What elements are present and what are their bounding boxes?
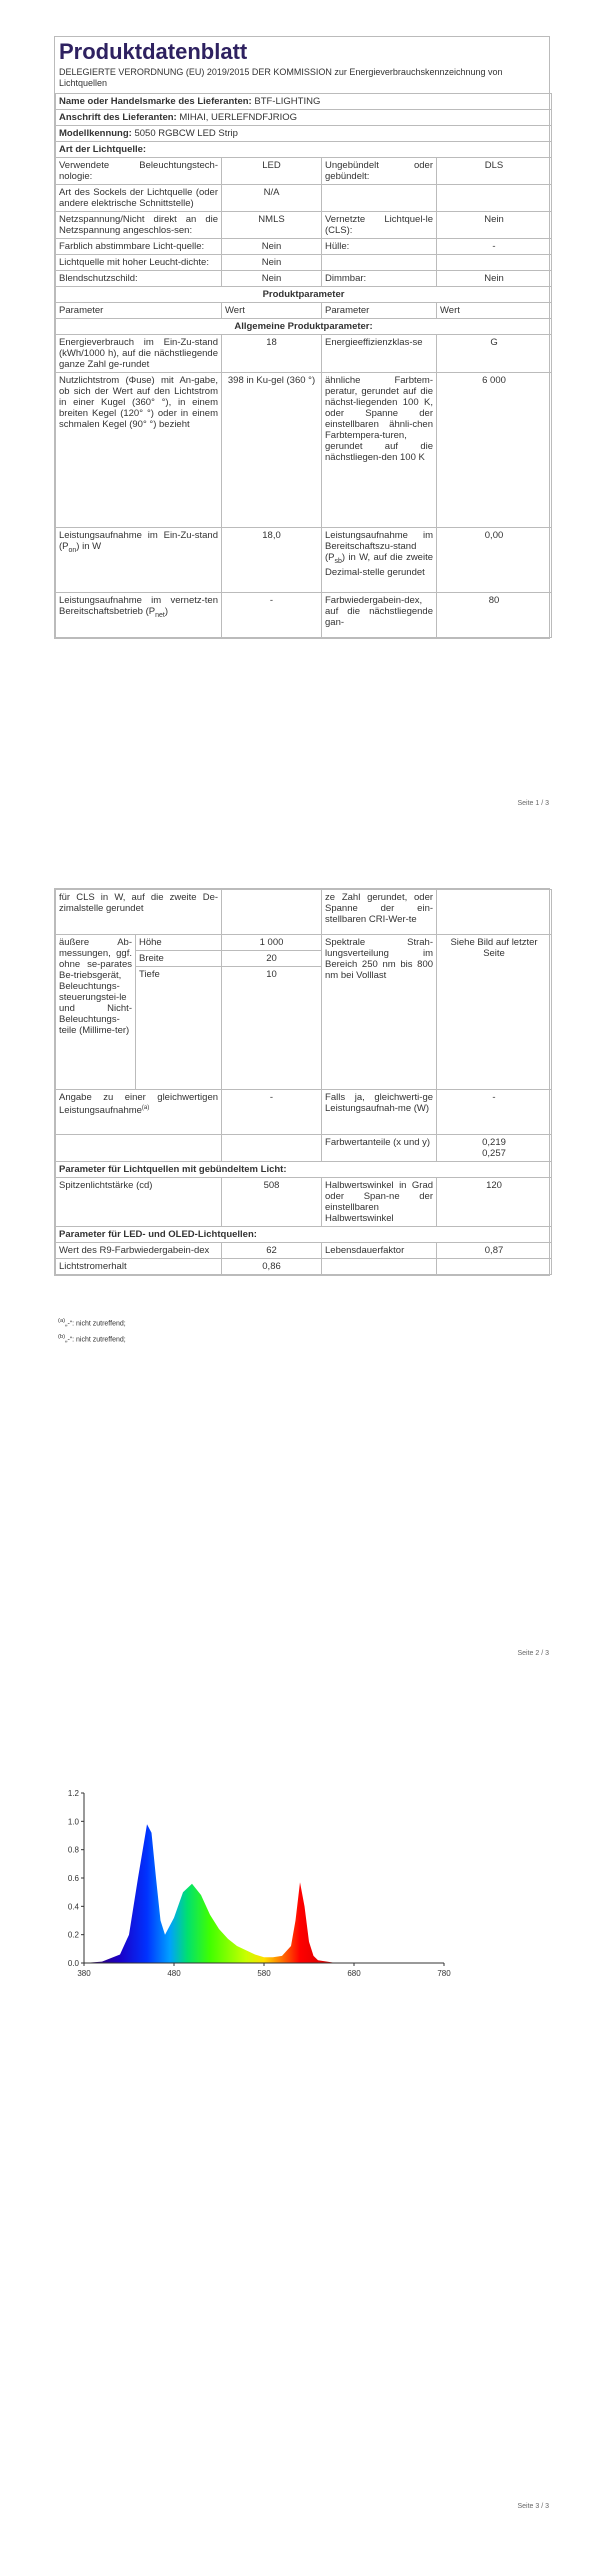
energy-class-label: Energieeffizienzklas-se: [322, 335, 437, 373]
r9-value: 62: [222, 1243, 322, 1259]
dimmable-label: Dimmbar:: [322, 271, 437, 287]
page-title: Produktdatenblatt: [59, 39, 248, 64]
address-label: Anschrift des Lieferanten:: [59, 112, 177, 123]
supplier-value: BTF-LIGHTING: [254, 96, 321, 107]
mains-label: Netzspannung/Nicht direkt an die Netzspannung angeschlos-sen:: [56, 212, 222, 239]
y-tick-label: 0.2: [67, 1930, 79, 1940]
regulation-subtitle: DELEGIERTE VERORDNUNG (EU) 2019/2015 DER KOMMISSION zur Energieverbrauchskennzeichnung von Lichtquellen: [59, 67, 503, 88]
depth-label: Tiefe: [136, 967, 222, 1090]
cri-value: 80: [437, 593, 552, 638]
high-luminance-label: Lichtquelle mit hoher Leucht-dichte:: [56, 255, 222, 271]
networked-standby-value: -: [222, 593, 322, 638]
col-parameter-2: Parameter: [322, 303, 437, 319]
technology-value: LED: [222, 158, 322, 185]
on-mode-power-value: 18,0: [222, 528, 322, 593]
width-label: Breite: [136, 951, 222, 967]
datasheet-frame-continued: [54, 888, 550, 1276]
luminous-flux-label: Nutzlichtstrom (Φuse) mit An-gabe, ob sich der Wert auf den Lichtstrom in einer Kugel (360° °), in einem breiten Kegel (120° °) oder in einem schmalen Kegel (90° °) bezieht: [56, 373, 222, 528]
product-parameters-header: Produktparameter: [56, 287, 552, 303]
footnote-a: $^{(a)}$„-“: nicht zutreffend;: [58, 1318, 126, 1328]
model-row: [56, 126, 552, 142]
networked-standby-label: Leistungsaufnahme im vernetz-ten Bereitschaftsbetrieb $(P_{net})$: [56, 593, 222, 638]
chromaticity-label: Farbwertanteile (x und y): [322, 1135, 437, 1162]
depth-value: 10: [222, 967, 322, 1090]
envelope-label: Hülle:: [322, 239, 437, 255]
survival-factor-value: 0,87: [437, 1243, 552, 1259]
y-tick-label: 1.0: [67, 1817, 79, 1827]
equivalent-power-w-label: Falls ja, gleichwerti-ge Leistungsaufnah-me (W): [322, 1090, 437, 1135]
page-3: [0, 1703, 603, 2560]
col-value-2: Wert: [437, 303, 552, 319]
equivalent-power-value: -: [222, 1090, 322, 1135]
socket-label: Art des Sockels der Lichtquelle (oder andere elektrische Schnittstelle): [56, 185, 222, 212]
spectral-distribution-label: Spektrale Strah-lungsverteilung im Bereich 250 nm bis 800 nm bei Volllast: [322, 935, 437, 1090]
on-mode-power-label: Leistungsaufnahme im Ein-Zu-stand $(P_{on})$ in W: [56, 528, 222, 593]
model-value: 5050 RGBCW LED Strip: [134, 128, 238, 139]
equivalent-power-label: Angabe zu einer gleichwertigen Leistungsaufnahme$^{(a)}$: [56, 1090, 222, 1135]
energy-class-value: G: [437, 335, 552, 373]
supplier-label: Name oder Handelsmarke des Lieferanten:: [59, 96, 252, 107]
page-number: Seite 1 / 3: [517, 800, 549, 807]
page-number: Seite 2 / 3: [517, 1650, 549, 1657]
x-tick-label: 780: [437, 1969, 451, 1978]
y-tick-label: 0.8: [67, 1845, 79, 1855]
technology-label: Verwendete Beleuchtungstech-nologie:: [56, 158, 222, 185]
survival-factor-label: Lebensdauerfaktor: [322, 1243, 437, 1259]
col-parameter-1: Parameter: [56, 303, 222, 319]
socket-value: N/A: [222, 185, 322, 212]
lumen-maintenance-label: Lichtstromerhalt: [56, 1259, 222, 1275]
x-tick-label: 380: [77, 1969, 91, 1978]
bundling-label: Ungebündelt oder gebündelt:: [322, 158, 437, 185]
spectral-distribution-chart: [54, 1781, 474, 1991]
cct-value: 6 000: [437, 373, 552, 528]
energy-consumption-label: Energieverbrauch im Ein-Zu-stand (kWh/1000 h), auf die nächstliegende ganze Zahl ge-rundet: [56, 335, 222, 373]
luminous-flux-value: 398 in Ku-gel (360 °): [222, 373, 322, 528]
bundled-light-header: Parameter für Lichtquellen mit gebündeltem Licht:: [56, 1162, 552, 1178]
cri-label: Farbwiedergabein-dex, auf die nächstliegende gan-: [322, 593, 437, 638]
led-oled-header: Parameter für LED- und OLED-Lichtquellen:: [56, 1227, 552, 1243]
beam-angle-value: 120: [437, 1178, 552, 1227]
r9-label: Wert des R9-Farbwiedergabein-dex: [56, 1243, 222, 1259]
y-tick-label: 0.0: [67, 1959, 79, 1968]
address-value: MIHAI, UERLEFNDFJRIOG: [179, 112, 298, 123]
datasheet-table: [55, 93, 552, 638]
page-number: Seite 3 / 3: [517, 2503, 549, 2510]
cct-label: ähnliche Farbtem-peratur, gerundet auf die nächst-liegenden 100 K, oder Spanne der einstellbaren ähnli-chen Farbtempera-turen, gerundet auf die nächstliegen-den 100 K: [322, 373, 437, 528]
color-tunable-value: Nein: [222, 239, 322, 255]
supplier-row: [56, 94, 552, 110]
standby-power-value: 0,00: [437, 528, 552, 593]
datasheet-frame: [54, 36, 550, 639]
y-tick-label: 0.6: [67, 1874, 79, 1883]
cri-label-cont: ze Zahl gerundet, oder Spanne der ein-stellbaren CRI-Wer-te: [322, 890, 437, 935]
cls-label: Vernetzte Lichtquel-le (CLS):: [322, 212, 437, 239]
glare-shield-label: Blendschutzschild:: [56, 271, 222, 287]
general-parameters-header: Allgemeine Produktparameter:: [56, 319, 552, 335]
x-tick-label: 580: [257, 1969, 271, 1978]
bundling-value: DLS: [437, 158, 552, 185]
peak-intensity-label: Spitzenlichtstärke (cd): [56, 1178, 222, 1227]
model-label: Modellkennung:: [59, 128, 132, 139]
peak-intensity-value: 508: [222, 1178, 322, 1227]
footnote-b: $^{(b)}$„-“: nicht zutreffend;: [58, 1334, 126, 1344]
spectrum-area: [84, 1824, 444, 1963]
color-tunable-label: Farblich abstimmbare Licht-quelle:: [56, 239, 222, 255]
y-tick-label: 0.4: [67, 1902, 79, 1912]
beam-angle-label: Halbwertswinkel in Grad oder Span-ne der einstellbaren Halbwertswinkel: [322, 1178, 437, 1227]
chromaticity-value: 0,219 0,257: [437, 1135, 552, 1162]
lumen-maintenance-value: 0,86: [222, 1259, 322, 1275]
dimensions-label: äußere Ab-messungen, ggf. ohne se-parates Be-triebsgerät, Beleuchtungs-steuerungstei-le und Nicht-Beleuchtungs-teile (Millime-ter): [56, 935, 136, 1090]
mains-value: NMLS: [222, 212, 322, 239]
y-tick-label: 1.2: [67, 1789, 79, 1798]
page-1: [0, 0, 603, 850]
standby-power-label: Leistungsaufnahme im Bereitschaftszu-stand $(P_{sb})$ in W, auf die zweite Dezimal-stelle gerundet: [322, 528, 437, 593]
light-source-type-label: Art der Lichtquelle:: [56, 142, 552, 158]
height-value: 1 000: [222, 935, 322, 951]
spectral-distribution-value: Siehe Bild auf letzter Seite: [437, 935, 552, 1090]
energy-consumption-value: 18: [222, 335, 322, 373]
col-value-1: Wert: [222, 303, 322, 319]
datasheet-table-continued: [55, 889, 552, 1275]
width-value: 20: [222, 951, 322, 967]
cls-value: Nein: [437, 212, 552, 239]
address-row: [56, 110, 552, 126]
dimmable-value: Nein: [437, 271, 552, 287]
x-tick-label: 680: [347, 1969, 361, 1978]
equivalent-power-w-value: -: [437, 1090, 552, 1135]
networked-standby-label-cont: für CLS in W, auf die zweite De-zimalstelle gerundet: [56, 890, 222, 935]
page-2: [0, 850, 603, 1703]
height-label: Höhe: [136, 935, 222, 951]
x-tick-label: 480: [167, 1969, 181, 1978]
glare-shield-value: Nein: [222, 271, 322, 287]
high-luminance-value: Nein: [222, 255, 322, 271]
envelope-value: -: [437, 239, 552, 255]
